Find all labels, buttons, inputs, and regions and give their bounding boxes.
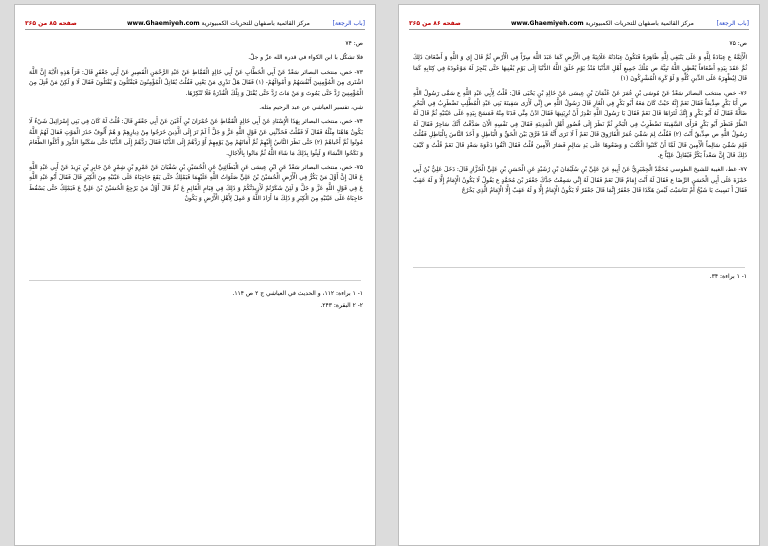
site-credit bbox=[511, 19, 694, 28]
document-page-left bbox=[14, 4, 376, 546]
page-body bbox=[29, 39, 363, 209]
footnote: ۱- ۱ براءة: ۳۴. bbox=[709, 273, 747, 280]
site-url[interactable]: www.Ghaemiyeh.com bbox=[127, 20, 200, 27]
paragraph: فلا تشكّل با ابن الكواء في قدرة الله عزّ و جلّ. bbox=[248, 54, 363, 62]
site-name: مركز القائمية باصفهان للتحريات الكمبيوترية bbox=[201, 20, 310, 27]
paragraph: ۷۳- خص، منتخب البصائر سَعْدٌ عَنْ أَبِي الْخَطَّابِ عَنْ أَبِي خَالِدٍ الْقَمَّاطِ عَنْ عَبْدِ الرَّحْمَنِ الْقَصِيرِ عَنْ أَبِي جَعْفَرٍ قَالَ: قَرَأَ هَذِهِ الْآيَةَ إِنَّ اللَّهَ اشْتَرى مِنَ الْمُؤْمِنِينَ أَنْفُسَهُمْ وَ أَمْوالَهُمْ- (۱) فَقَالَ هَلْ تَدْرِي مَنْ يَعْنِي فَقُلْتُ يُقَاتِلُ الْمُؤْمِنُونَ فَيَقْتُلُونَ وَ يُقْتَلُونَ فَقَالَ لَا وَ لَكِنْ مَنْ قُتِلَ مِنَ الْمُؤْمِنِينَ رُدَّ حَتَّى يَمُوتَ وَ مَنْ مَاتَ رُدَّ حَتَّى يُقْتَلَ وَ تِلْكَ الْقُدْرَةُ فَلَا تُنْكِرْهَا. bbox=[29, 68, 364, 97]
page-header bbox=[25, 19, 365, 30]
paragraph: ص: ۷۴ bbox=[345, 40, 363, 47]
document-page-right bbox=[398, 4, 760, 546]
site-name: مركز القائمية باصفهان للتحريات الكمبيوترية bbox=[585, 20, 694, 27]
footnote-separator bbox=[29, 280, 361, 281]
paragraph: ۷۴- خص، منتخب البصائر بِهَذَا الْإِسْنَادِ عَنْ أَبِي خَالِدٍ الْقَمَّاطِ عَنْ حُمْرَانَ بْنِ أَعْيَنَ عَنْ أَبِي جَعْفَرٍ قَالَ: قُلْتُ لَهُ كَانَ فِي بَنِي إِسْرَائِيلَ شَيْءٌ لَا يَكُونُ هَاهُنَا مِثْلُهُ فَقَالَ لَا فَقُلْتُ فَحَدِّثْنِي عَنْ قَوْلِ اللَّهِ عَزَّ وَ جَلَّ أَ لَمْ تَرَ إِلَى الَّذِينَ خَرَجُوا مِنْ دِيارِهِمْ وَ هُمْ أُلُوفٌ حَذَرَ الْمَوْتِ فَقالَ لَهُمُ اللَّهُ مُوتُوا ثُمَّ أَحْياهُمْ (۲) حَتَّى نَظَرَ النَّاسُ إِلَيْهِمْ ثُمَّ أَمَاتَهُمْ مِنْ يَوْمِهِمْ أَوْ رَدَّهُمْ إِلَى الدُّنْيَا فَقَالَ رَدَّهُمْ إِلَى الدُّنْيَا حَتَّى سَكَنُوا الدُّورَ وَ أَكَلُوا الطَّعَامَ وَ نَكَحُوا النِّسَاءَ وَ لَبِثُوا بِذَلِكَ مَا شَاءَ اللَّهُ ثُمَّ مَاتُوا بِالْآجَالِ. bbox=[29, 118, 364, 157]
footnote: ۱- ۱ براءة: ۱۱۲، و الحديث في العياشي ج ۲ ص ۱۱۴. bbox=[232, 290, 363, 297]
footnote: ۲- ۲ البقرة: ۲۴۳. bbox=[320, 302, 363, 309]
footnotes bbox=[29, 288, 363, 312]
paragraph: شي، تفسير العياشي عن عبد الرحيم مثله. bbox=[259, 104, 363, 112]
page-number-label: صفحه ۸۶ من ۳۶۵ bbox=[409, 20, 461, 27]
page-header bbox=[409, 19, 749, 30]
site-url[interactable]: www.Ghaemiyeh.com bbox=[511, 20, 584, 27]
chapter-title: [باب الرجعة] bbox=[716, 20, 749, 27]
footnote-separator bbox=[413, 267, 745, 268]
site-credit bbox=[127, 19, 310, 28]
chapter-title: [باب الرجعة] bbox=[332, 20, 365, 27]
page-number-label: صفحه ۸۵ من ۳۶۵ bbox=[25, 20, 77, 27]
paragraph: ص: ۷۵ bbox=[729, 40, 747, 47]
paragraph: ۷۷- غط، الغيبة للشيخ الطوسي مُحَمَّدٌ الْحِمْيَرِيُّ عَنْ أَبِيهِ عَنْ عَلِيِّ بْنِ سُلَيْمَانَ بْنِ رُشَيْدٍ عَنِ الْحَسَنِ بْنِ عَلِيٍّ الْخَزَّازِ قَالَ: دَخَلَ عَلِيُّ بْنُ أَبِي حَمْزَةَ عَلَى أَبِي الْحَسَنِ الرِّضَا ع فَقَالَ لَهُ أَنْتَ إِمَامٌ قَالَ نَعَمْ فَقَالَ لَهُ إِنِّي سَمِعْتُ جَدَّكَ جَعْفَرَ بْنَ مُحَمَّدٍ ع يَقُولُ لَا يَكُونُ الْإِمَامُ إِلَّا وَ لَهُ عَقِبٌ فَقَالَ أَ نَسِيتَ يَا شَيْخُ أَمْ تَنَاسَيْتَ لَيْسَ هَكَذَا قَالَ جَعْفَرٌ إِنَّمَا قَالَ جَعْفَرٌ لَا يَكُونُ الْإِمَامُ إِلَّا وَ لَهُ عَقِبٌ إِلَّا الْإِمَامُ الَّذِي يَخْرُجُ bbox=[413, 166, 747, 195]
paragraph: ۷۶- خص، منتخب البصائر سَعْدٌ عَنْ مُوسَى بْنِ عُمَرَ عَنْ عُثْمَانَ بْنِ عِيسَى عَنْ خَالِدِ بْنِ يَحْيَى قَالَ: قُلْتُ لِأَبِي عَبْدِ اللَّهِ ع سَمَّى رَسُولُ اللَّهِ ص أَبَا بَكْرٍ صِدِّيقاً فَقَالَ نَعَمْ إِنَّهُ حَيْثُ كَانَ مَعَهُ أَبُو بَكْرٍ فِي الْغَارِ قَالَ رَسُولُ اللَّهِ ص إِنِّي لَأَرَى سَفِينَةَ بَنِي عَبْدِ الْمُطَّلِبِ تَضْطَرِبُ فِي الْبَحْرِ ضَالَّةً فَقَالَ لَهُ أَبُو بَكْرٍ وَ إِنَّكَ لَتَرَاهَا قَالَ نَعَمْ فَقَالَ يَا رَسُولَ اللَّهِ تَقْدِرُ أَنْ تُرِيَنِيهَا فَقَالَ ادْنُ مِنِّي فَدَنَا مِنْهُ فَمَسَحَ بِيَدِهِ عَلَى عَيْنَيْهِ ثُمَّ قَالَ لَهُ انْظُرْ فَنَظَرَ أَبُو بَكْرٍ فَرَأَى السَّفِينَةَ تَضْطَرِبُ فِي الْبَحْرِ ثُمَّ نَظَرَ إِلَى قُصُورِ أَهْلِ الْمَدِينَةِ فَقَالَ فِي نَفْسِهِ الْآنَ صَدَّقْتُ أَنَّكَ سَاحِرٌ فَقَالَ لَهُ رَسُولُ اللَّهِ ص صِدِّيقٌ أَنْتَ (۲) فَقُلْتُ لِمَ سُمِّيَ عُمَرُ الْفَارُوقَ قَالَ نَعَمْ أَ لَا تَرَى أَنَّهُ قَدْ فَرَّقَ بَيْنَ الْحَقِّ وَ الْبَاطِلِ وَ أَخَذَ النَّاسَ بِالْبَاطِلِ فَقُلْتُ فَلِمَ سُمِّيَ سَالِماً الْأَمِينَ قَالَ لَمَّا أَنْ كَتَبُوا الْكُتُبَ وَ وَضَعُوهَا عَلَى يَدِ سَالِمٍ فَصَارَ الْأَمِينَ قُلْتُ فَقَالَ اتَّقُوا دَعْوَةَ سَعْدٍ قَالَ نَعَمْ قُلْتُ وَ كَيْفَ ذَلِكَ قَالَ إِنَّ سَعْداً يَكُرُّ فَيُقَاتِلُ عَلِيّاً ع. bbox=[413, 89, 747, 160]
paragraph: الْأَئِمَّةُ ع عِبَادَةً لِلَّهِ وَ عَلَى يَنْبَغِي لِلَّهِ ظَاهِرَةً فَتَكُونُ عِبَادَتُهُ عَلَانِيَةً فِي الْأَرْضِ كَمَا عَبَدَ اللَّهَ سِرّاً فِي الْأَرْضِ ثُمَّ قَالَ إِي وَ اللَّهِ وَ أَضْعَافَ ذَلِكَ ثُمَّ عَقَدَ بِيَدِهِ أَضْعَافاً يُعْطِي اللَّهُ نَبِيَّهُ ص مُلْكَ جَمِيعِ أَهْلِ الدُّنْيَا مُنْذُ يَوْمِ خَلَقَ اللَّهُ الدُّنْيَا إِلَى يَوْمِ يُفْنِيهَا حَتَّى يُنْجِزَ لَهُ مَوْعُودَهُ فِي كِتَابِهِ كَمَا قَالَ لِيُظْهِرَهُ عَلَى الدِّينِ كُلِّهِ وَ لَوْ كَرِهَ الْمُشْرِكُونَ (۱) bbox=[413, 54, 747, 83]
footnotes bbox=[413, 271, 747, 283]
page-body bbox=[413, 39, 747, 201]
paragraph: ۷۵- خص، منتخب البصائر سَعْدٌ عَنِ ابْنِ عِيسَى عَنِ الْبَطَائِنِيِّ عَنِ الْحُسَيْنِ بْنِ سُفْيَانَ عَنْ عَمْرِو بْنِ شِمْرٍ عَنْ جَابِرِ بْنِ يَزِيدَ عَنْ أَبِي عَبْدِ اللَّهِ عَ قَالَ إِنَّ أَوَّلَ مَنْ يَكُرُّ فِي الْأَرْضِ الْحُسَيْنُ بْنُ عَلِيٍّ صَلَوَاتُ اللَّهِ عَلَيْهِمَا فَيَمْلِكُ حَتَّى يَقَعَ حَاجِبَاهُ عَلَى عَيْنَيْهِ مِنَ الْكِبَرِ قَالَ فَقَالَ أَبُو عَبْدِ اللَّهِ عَ فِي قَوْلِ اللَّهِ عَزَّ وَ جَلَّ وَ لَئِنْ شَكَرْتُمْ لَأَزِيدَنَّكُمْ وَ ذَلِكَ فِي قِيَامِ الْقَائِمِ عَ ثُمَّ قَالَ أَوَّلُ مَنْ يَرْجِعُ الْحُسَيْنُ بْنُ عَلِيٍّ عَ فَيَمْلِكُ حَتَّى يَسْقُطَ حَاجِبَاهُ عَلَى عَيْنَيْهِ مِنَ الْكِبَرِ وَ ذَلِكَ مَا أَرَادَ اللَّهُ وَ عَمِلَ لِأَهْلِ الْأَرْضِ وَ يَكُونُ bbox=[29, 164, 363, 203]
